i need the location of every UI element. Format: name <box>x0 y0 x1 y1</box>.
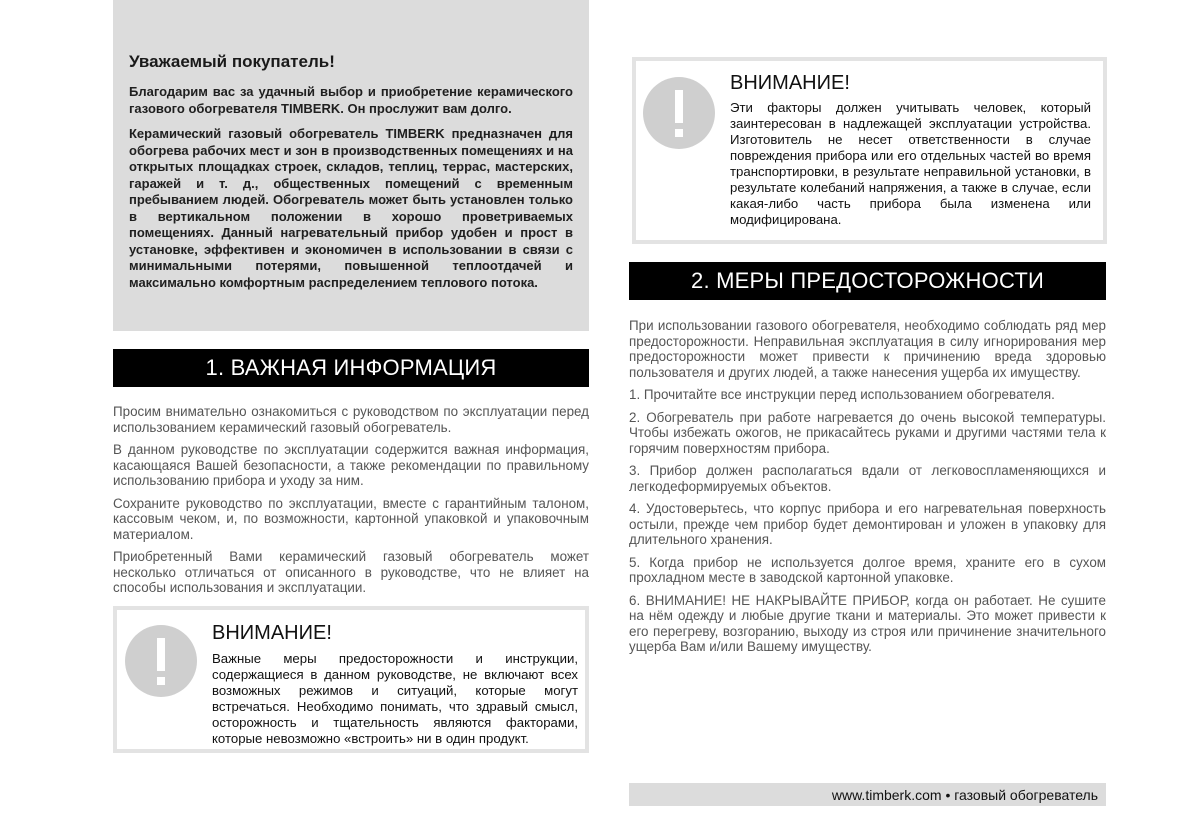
section-2-paragraph: 2. Обогреватель при работе нагревается до очень высокой температуры. Чтобы избежать ожогов, не прикасайтесь руками и другими частями тела к горячим поверхностям прибора. <box>629 409 1106 456</box>
warning-box-right <box>632 57 1107 244</box>
intro-title: Уважаемый покупатель! <box>129 52 335 71</box>
warning-text: Важные меры предосторожности и инструкции, содержащиеся в данном руководстве, не включают всех возможных режимов и ситуаций, которые могут встречаться. Необходимо понимать, что здравый смысл, осторожность и тщательность являются факторами, которые невозможно «встроить» ни в один продукт. <box>212 651 578 746</box>
section-2-paragraph: 1. Прочитайте все инструкции перед использованием обогревателя. <box>629 387 1055 402</box>
section-2-paragraph: При использовании газового обогревателя, необходимо соблюдать ряд мер предосторожности. Неправильная эксплуатация в силу игнорирования мер предосторожности может привести к причинению вреда здоровью пользователя и других людей, а также нанесения ущерба их имуществу. <box>629 318 1106 380</box>
section-1-heading: 1. ВАЖНАЯ ИНФОРМАЦИЯ <box>113 349 589 387</box>
footer-text: www.timberk.com • газовый обогреватель <box>831 786 1098 803</box>
warning-title: ВНИМАНИЕ! <box>730 72 850 94</box>
intro-paragraph-2: Керамический газовый обогреватель TIMBERK предназначен для обогрева рабочих мест и зон в производственных помещениях и на открытых площадках строек, складов, теплиц, террас, мастерских, гаражей и т. д., общественных помещений с временным пребыванием людей. Обогреватель может быть установлен только в вертикальном положении в хорошо проветриваемых помещениях. Данный нагревательный прибор удобен и прост в установке, эффективен и экономичен в использовании в связи с минимальными потерями, повышенной теплоотдачей и максимально комфортным распределением теплового потока. <box>129 126 573 290</box>
intro-box <box>113 0 589 331</box>
section-2-paragraph: 4. Удостоверьтесь, что корпус прибора и его нагревательная поверхность остыли, прежде чем прибор будет демонтирован и уложен в упаковку для длительного хранения. <box>629 501 1106 547</box>
footer-bar <box>629 783 1106 806</box>
section-2-body <box>629 318 1106 662</box>
exclamation-circle-icon <box>125 625 197 697</box>
section-2-paragraph: 6. ВНИМАНИЕ! НЕ НАКРЫВАЙТЕ ПРИБОР, когда он работает. Не сушите на нём одежду и любые другие ткани и материалы. Это может привести к его перегреву, возгоранию, выходу из строя или причинение значительного ущерба Вам и/или Вашему имуществу. <box>629 592 1106 654</box>
section-1-body <box>113 404 589 603</box>
section-1-paragraph: Приобретенный Вами керамический газовый обогреватель может несколько отличаться от описанного в руководстве, что не влияет на способы использования и эксплуатации. <box>113 549 589 595</box>
section-1-paragraph: Просим внимательно ознакомиться с руководством по эксплуатации перед использованием керамический газовый обогреватель. <box>113 404 589 435</box>
section-2-paragraph: 3. Прибор должен располагаться вдали от легковоспламеняющихся и легкодеформируемых объектов. <box>629 463 1106 494</box>
section-1-paragraph: В данном руководстве по эксплуатации содержится важная информация, касающаяся Вашей безопасности, а также рекомендации по правильному использованию прибора и уходу за ним. <box>113 442 589 488</box>
section-2-paragraph: 5. Когда прибор не используется долгое время, храните его в сухом прохладном месте в заводской картонной упаковке. <box>629 554 1106 585</box>
section-1-paragraph: Сохраните руководство по эксплуатации, вместе с гарантийным талоном, кассовым чеком, и, по возможности, картонной упаковкой и упаковочным материалом. <box>113 495 589 542</box>
warning-box-left <box>113 606 589 753</box>
intro-paragraph-1: Благодарим вас за удачный выбор и приобретение керамического газового обогревателя TIMBERK. Он прослужит вам долго. <box>129 84 573 116</box>
warning-title: ВНИМАНИЕ! <box>212 622 332 644</box>
exclamation-circle-icon <box>643 77 715 149</box>
warning-text: Эти факторы должен учитывать человек, который заинтересован в надлежащей эксплуатации устройства. Изготовитель не несет ответственности в случае повреждения прибора или его отдельных частей во время транспортировки, в результате неправильной установки, в результате колебаний напряжения, а также в случае, если какая-либо часть прибора была изменена или модифицирована. <box>730 100 1091 227</box>
section-2-heading: 2. МЕРЫ ПРЕДОСТОРОЖНОСТИ <box>629 262 1106 300</box>
